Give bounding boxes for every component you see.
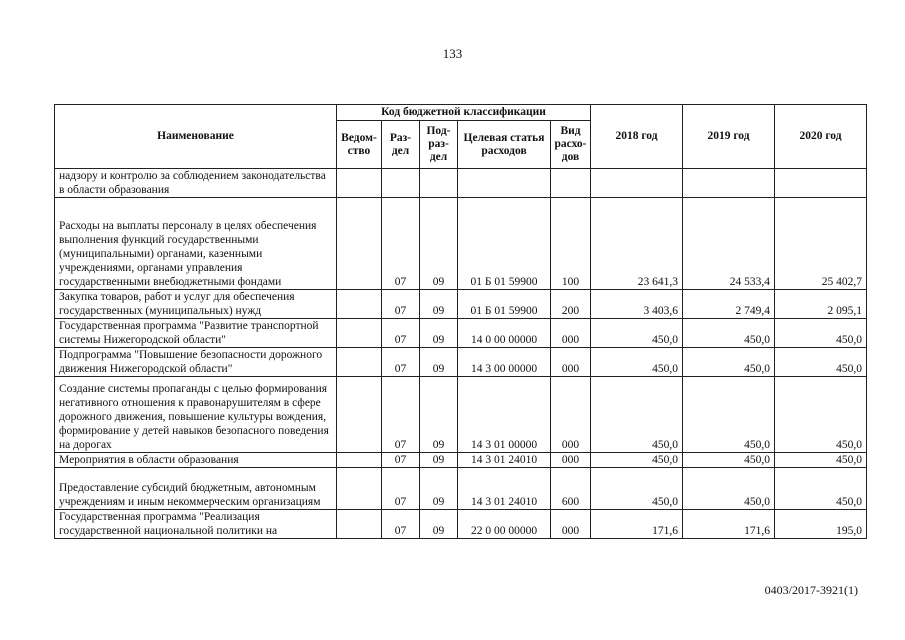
header-target-article: Целевая статья расходов [458,121,551,169]
row-vedomstvo [337,468,382,510]
table-row [55,377,867,453]
row-value-2018: 171,6 [591,510,683,539]
row-value-2020: 450,0 [775,453,867,468]
row-podrazdel: 09 [420,377,458,453]
row-target-article: 22 0 00 00000 [458,510,551,539]
row-value-2018: 3 403,6 [591,290,683,319]
header-2020: 2020 год [775,105,867,169]
row-value-2018: 450,0 [591,468,683,510]
row-vedomstvo [337,198,382,290]
header-expense-type: Вид расхо-дов [551,121,591,169]
row-razdel: 07 [382,510,420,539]
row-value-2020: 2 095,1 [775,290,867,319]
row-target-article [458,169,551,198]
row-expense-type: 000 [551,348,591,377]
row-value-2019 [683,169,775,198]
row-name: Мероприятия в области образования [55,453,337,468]
row-value-2020: 450,0 [775,377,867,453]
header-2019: 2019 год [683,105,775,169]
row-razdel: 07 [382,468,420,510]
row-expense-type: 100 [551,198,591,290]
header-name: Наименование [55,105,337,169]
row-name: надзору и контролю за соблюдением законодательства в области образования [55,169,337,198]
row-razdel: 07 [382,348,420,377]
table-row [55,169,867,198]
table-body [55,169,867,539]
row-name: Государственная программа "Реализация государственной национальной политики на [55,510,337,539]
row-value-2019: 450,0 [683,348,775,377]
row-razdel: 07 [382,198,420,290]
row-value-2019: 24 533,4 [683,198,775,290]
row-podrazdel: 09 [420,198,458,290]
row-expense-type: 000 [551,319,591,348]
row-value-2018: 450,0 [591,377,683,453]
table-row [55,290,867,319]
row-value-2018: 23 641,3 [591,198,683,290]
table-row [55,348,867,377]
row-value-2020: 195,0 [775,510,867,539]
row-value-2019: 450,0 [683,319,775,348]
row-name: Предоставление субсидий бюджетным, автономным учреждениям и иным некоммерческим организациям [55,468,337,510]
header-razdel: Раз-дел [382,121,420,169]
row-vedomstvo [337,348,382,377]
row-podrazdel: 09 [420,348,458,377]
header-podrazdel: Под-раз-дел [420,121,458,169]
row-target-article: 14 3 00 00000 [458,348,551,377]
row-value-2020: 450,0 [775,319,867,348]
table-row [55,319,867,348]
row-expense-type: 000 [551,453,591,468]
row-razdel: 07 [382,377,420,453]
row-podrazdel: 09 [420,290,458,319]
row-target-article: 14 0 00 00000 [458,319,551,348]
row-value-2020: 25 402,7 [775,198,867,290]
row-value-2018: 450,0 [591,348,683,377]
row-value-2018: 450,0 [591,319,683,348]
row-razdel: 07 [382,319,420,348]
row-value-2019: 450,0 [683,453,775,468]
row-value-2019: 450,0 [683,377,775,453]
row-expense-type: 200 [551,290,591,319]
row-razdel: 07 [382,453,420,468]
table-row [55,468,867,510]
row-expense-type: 600 [551,468,591,510]
row-target-article: 14 3 01 00000 [458,377,551,453]
page-number: 133 [442,46,463,61]
row-vedomstvo [337,510,382,539]
row-value-2019: 171,6 [683,510,775,539]
row-value-2020 [775,169,867,198]
row-name: Создание системы пропаганды с целью формирования негативного отношения к правонарушителям в сфере дорожного движения, повышение культуры вождения, формирование у детей навыков безопасного поведения на дорогах [55,377,337,453]
row-value-2019: 2 749,4 [683,290,775,319]
row-razdel: 07 [382,290,420,319]
table-row [55,453,867,468]
row-vedomstvo [337,377,382,453]
row-target-article: 01 Б 01 59900 [458,290,551,319]
row-target-article: 14 3 01 24010 [458,453,551,468]
row-vedomstvo [337,319,382,348]
row-value-2018: 450,0 [591,453,683,468]
row-vedomstvo [337,290,382,319]
row-expense-type: 000 [551,377,591,453]
row-podrazdel: 09 [420,453,458,468]
row-value-2020: 450,0 [775,468,867,510]
row-name: Закупка товаров, работ и услуг для обеспечения государственных (муниципальных) нужд [55,290,337,319]
row-podrazdel: 09 [420,319,458,348]
row-expense-type: 000 [551,510,591,539]
row-podrazdel: 09 [420,468,458,510]
row-target-article: 01 Б 01 59900 [458,198,551,290]
row-vedomstvo [337,453,382,468]
row-value-2018 [591,169,683,198]
row-name: Расходы на выплаты персоналу в целях обеспечения выполнения функций государственными (муниципальными) органами, казенными учреждениями, органами управления государственными внебюджетными фондами [55,198,337,290]
row-value-2020: 450,0 [775,348,867,377]
header-classification-group: Код бюджетной классификации [337,105,591,121]
header-vedomstvo: Ведом-ство [337,121,382,169]
document-code: 0403/2017-3921(1) [764,583,858,597]
row-name: Подпрограмма "Повышение безопасности дорожного движения Нижегородской области" [55,348,337,377]
row-podrazdel: 09 [420,510,458,539]
row-vedomstvo [337,169,382,198]
budget-table [54,104,867,539]
row-razdel [382,169,420,198]
row-target-article: 14 3 01 24010 [458,468,551,510]
row-podrazdel [420,169,458,198]
header-2018: 2018 год [591,105,683,169]
row-value-2019: 450,0 [683,468,775,510]
row-expense-type [551,169,591,198]
table-row [55,198,867,290]
table-row [55,510,867,539]
row-name: Государственная программа "Развитие транспортной системы Нижегородской области" [55,319,337,348]
